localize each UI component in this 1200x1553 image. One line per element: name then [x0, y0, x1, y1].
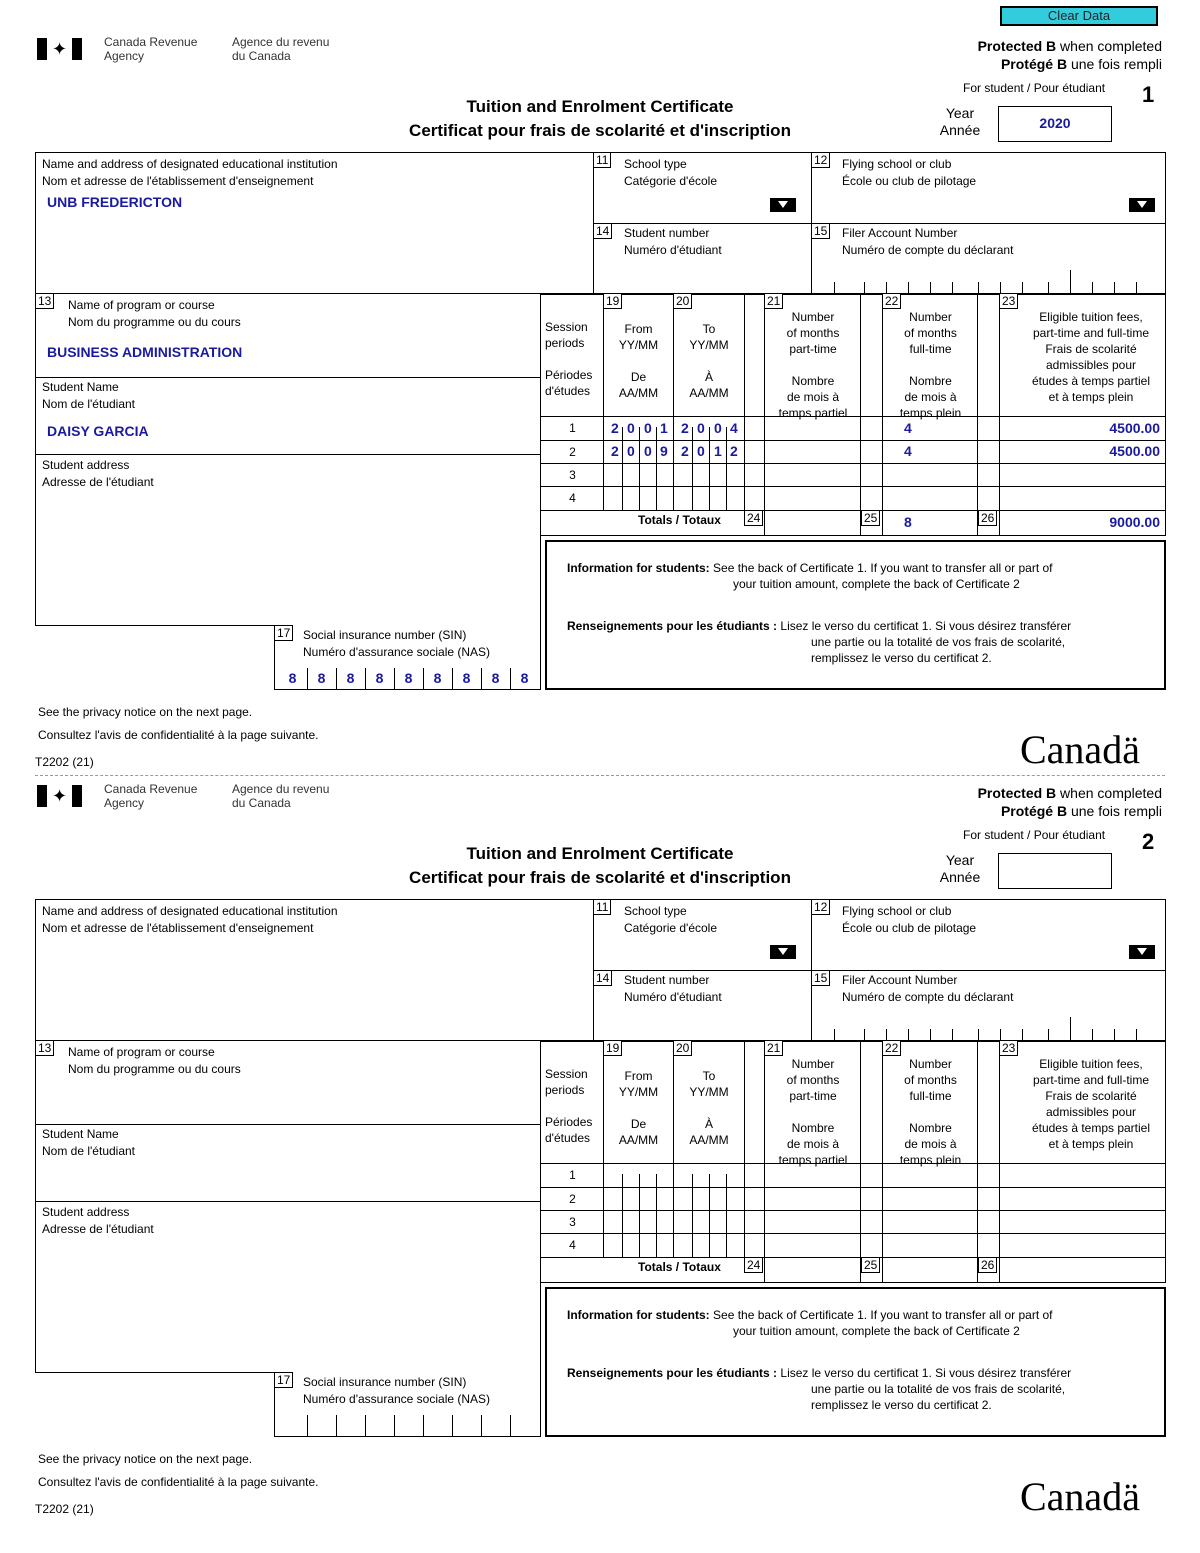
student-name-label: Student Name Nom de l'étudiant: [42, 1127, 136, 1158]
flying-school-dropdown[interactable]: [1129, 945, 1155, 959]
box-23: 23: [1000, 294, 1018, 309]
box-15: 15: [812, 224, 830, 239]
canada-flag-icon: ✦: [37, 38, 82, 60]
privacy-fr: Consultez l'avis de confidentialité à la page suivante.: [38, 1475, 319, 1489]
to-digit: 0: [714, 420, 722, 436]
session-dates-grid[interactable]: [604, 1164, 744, 1257]
filer-account-field[interactable]: [812, 270, 1166, 294]
student-name-label: Student Name Nom de l'étudiant: [42, 380, 136, 411]
sin-label: Social insurance number (SIN) Numéro d'assurance sociale (NAS): [303, 1375, 491, 1406]
flying-school-label: Flying school or club École ou club de pilotage: [842, 904, 977, 935]
box-20: 20: [674, 294, 692, 309]
for-student: For student / Pour étudiant: [963, 81, 1106, 95]
row-number: 2: [569, 445, 576, 459]
box-25: 25: [861, 511, 880, 526]
certificate-number: 2: [1142, 829, 1155, 854]
agency-fr: Agence du revenu du Canada: [232, 35, 330, 63]
total-full-time[interactable]: 8: [904, 514, 912, 530]
agency-en: Canada Revenue Agency: [104, 35, 198, 63]
from-digit: 0: [644, 420, 652, 436]
to-digit: 0: [697, 443, 705, 459]
institution-label: Name and address of designated educational institution Nom et adresse de l'établissement d'enseignement: [42, 157, 338, 188]
program-value[interactable]: BUSINESS ADMINISTRATION: [47, 344, 243, 360]
box-22: 22: [883, 294, 901, 309]
session-dates-grid[interactable]: [604, 417, 744, 510]
box-22: 22: [883, 1041, 901, 1056]
canada-wordmark: Canadä: [1020, 727, 1140, 772]
box-11: 11: [594, 900, 611, 915]
school-type-label: School type Catégorie d'école: [624, 157, 718, 188]
student-name-value[interactable]: DAISY GARCIA: [47, 423, 149, 439]
sin-digit: 8: [288, 670, 297, 686]
title-en: Tuition and Enrolment Certificate: [466, 97, 734, 116]
to-digit: 1: [714, 443, 722, 459]
from-digit: 2: [611, 420, 619, 436]
canada-flag-icon: ✦: [37, 785, 82, 807]
session-periods-label: Session periods Périodes d'études: [545, 320, 593, 398]
box-26: 26: [978, 511, 997, 526]
full-time-months[interactable]: 4: [904, 443, 912, 459]
sin-digit: 8: [520, 670, 529, 686]
title-en: Tuition and Enrolment Certificate: [466, 844, 734, 863]
certificate-2: [0, 747, 1200, 1523]
part-time-label: Number of months part-time Nombre de mois à temps partiel: [778, 310, 848, 420]
tuition-fees-label: Eligible tuition fees, part-time and full-time Frais de scolarité admissibles pour études à temps partiel et à temps plein: [1031, 1057, 1151, 1151]
full-time-label: Number of months full-time Nombre de mois à temps plein: [899, 310, 962, 420]
totals-label: Totals / Totaux: [638, 1260, 721, 1274]
program-label: Name of program or course Nom du programme ou du cours: [68, 1045, 241, 1076]
box-12: 12: [812, 153, 830, 168]
to-label: To YY/MM À AA/MM: [689, 1069, 729, 1147]
box-21: 21: [765, 294, 783, 309]
year-label: Year Année: [939, 852, 981, 885]
canada-wordmark: Canadä: [1020, 1474, 1140, 1519]
sin-digit: 8: [491, 670, 500, 686]
flying-school-label: Flying school or club École ou club de pilotage: [842, 157, 977, 188]
student-address-label: Student address Adresse de l'étudiant: [42, 1205, 154, 1236]
title-fr: Certificat pour frais de scolarité et d'inscription: [409, 868, 791, 887]
tuition-fees[interactable]: 4500.00: [1109, 443, 1160, 459]
from-label: From YY/MM De AA/MM: [618, 322, 659, 400]
filer-account-label: Filer Account Number Numéro de compte du déclarant: [842, 226, 1014, 257]
to-digit: 2: [681, 420, 689, 436]
for-student: For student / Pour étudiant: [963, 828, 1106, 842]
box-23: 23: [1000, 1041, 1018, 1056]
filer-account-field[interactable]: [812, 1017, 1166, 1041]
session-periods-label: Session periods Périodes d'études: [545, 1067, 593, 1145]
tuition-fees[interactable]: 4500.00: [1109, 420, 1160, 436]
full-time-label: Number of months full-time Nombre de mois à temps plein: [899, 1057, 962, 1167]
info-en: Information for students: See the back of Certificate 1. If you want to transfer all or part of your tuition amount, complete the back of Certificate 2: [567, 1308, 1053, 1338]
from-digit: 1: [660, 420, 668, 436]
to-digit: 2: [730, 443, 738, 459]
to-label: To YY/MM À AA/MM: [689, 322, 729, 400]
from-digit: 9: [660, 443, 668, 459]
title-fr: Certificat pour frais de scolarité et d'inscription: [409, 121, 791, 140]
from-digit: 0: [644, 443, 652, 459]
box-26: 26: [978, 1258, 997, 1273]
student-number-label: Student number Numéro d'étudiant: [624, 973, 722, 1004]
sin-digit: 8: [317, 670, 326, 686]
from-label: From YY/MM De AA/MM: [618, 1069, 659, 1147]
form-code: T2202 (21): [35, 755, 94, 769]
sin-digit: 8: [375, 670, 384, 686]
row-number: 3: [569, 468, 576, 482]
school-type-dropdown[interactable]: [770, 945, 796, 959]
filer-account-label: Filer Account Number Numéro de compte du déclarant: [842, 973, 1014, 1004]
year-field[interactable]: [998, 853, 1112, 889]
total-fees[interactable]: 9000.00: [1109, 514, 1160, 530]
protected-notice: Protected B when completed Protégé B une fois rempli: [977, 785, 1162, 819]
school-type-label: School type Catégorie d'école: [624, 904, 718, 935]
from-digit: 0: [627, 420, 635, 436]
box-24: 24: [744, 511, 763, 526]
privacy-fr: Consultez l'avis de confidentialité à la page suivante.: [38, 728, 319, 742]
row-number: 4: [569, 491, 576, 505]
row-number: 2: [569, 1192, 576, 1206]
institution-label: Name and address of designated educational institution Nom et adresse de l'établissement d'enseignement: [42, 904, 338, 935]
program-label: Name of program or course Nom du programme ou du cours: [68, 298, 241, 329]
sin-digit: 8: [404, 670, 413, 686]
sin-field[interactable]: [278, 1411, 540, 1436]
info-fr: Renseignements pour les étudiants : Lisez le verso du certificat 1. Si vous désirez transférer une partie ou la totalité de vos frais de scolarité, remplissez le verso du certificat 2.: [567, 619, 1072, 665]
sin-field[interactable]: [278, 664, 540, 689]
from-digit: 2: [611, 443, 619, 459]
part-time-label: Number of months part-time Nombre de mois à temps partiel: [778, 1057, 848, 1167]
info-fr: Renseignements pour les étudiants : Lisez le verso du certificat 1. Si vous désirez transférer une partie ou la totalité de vos frais de scolarité, remplissez le verso du certificat 2.: [567, 1366, 1072, 1412]
flying-school-dropdown[interactable]: [1129, 198, 1155, 212]
certificate-1: [0, 0, 1200, 776]
agency-fr: Agence du revenu du Canada: [232, 782, 330, 810]
privacy-en: See the privacy notice on the next page.: [38, 1452, 253, 1466]
sin-digit: 8: [462, 670, 471, 686]
student-number-label: Student number Numéro d'étudiant: [624, 226, 722, 257]
to-digit: 4: [730, 420, 738, 436]
sin-digit: 8: [346, 670, 355, 686]
institution-value[interactable]: UNB FREDERICTON: [47, 194, 183, 210]
privacy-en: See the privacy notice on the next page.: [38, 705, 253, 719]
box-13: 13: [36, 294, 54, 309]
protected-notice: Protected B when completed Protégé B une fois rempli: [977, 38, 1162, 72]
box-11: 11: [594, 153, 611, 168]
year-field[interactable]: 2020: [998, 106, 1112, 142]
sin-digit: 8: [433, 670, 442, 686]
row-number: 4: [569, 1238, 576, 1252]
box-17: 17: [275, 625, 293, 641]
box-25: 25: [861, 1258, 880, 1273]
sin-label: Social insurance number (SIN) Numéro d'assurance sociale (NAS): [303, 628, 491, 659]
box-21: 21: [765, 1041, 783, 1056]
student-address-label: Student address Adresse de l'étudiant: [42, 458, 154, 489]
box-19: 19: [604, 1041, 622, 1056]
box-20: 20: [674, 1041, 692, 1056]
clear-data-button[interactable]: Clear Data: [1000, 6, 1158, 26]
box-17: 17: [275, 1372, 293, 1388]
totals-label: Totals / Totaux: [638, 513, 721, 527]
box-14: 14: [594, 971, 612, 986]
info-en: Information for students: See the back of Certificate 1. If you want to transfer all or part of your tuition amount, complete the back of Certificate 2: [567, 561, 1053, 591]
to-digit: 2: [681, 443, 689, 459]
box-14: 14: [594, 224, 612, 239]
form-code: T2202 (21): [35, 1502, 94, 1516]
row-number: 3: [569, 1215, 576, 1229]
school-type-dropdown[interactable]: [770, 198, 796, 212]
box-13: 13: [36, 1041, 54, 1056]
box-12: 12: [812, 900, 830, 915]
row-number: 1: [569, 1168, 576, 1182]
box-15: 15: [812, 971, 830, 986]
agency-en: Canada Revenue Agency: [104, 782, 198, 810]
certificate-number: 1: [1142, 82, 1155, 107]
year-label: Year Année: [939, 105, 981, 138]
box-19: 19: [604, 294, 622, 309]
tuition-fees-label: Eligible tuition fees, part-time and full-time Frais de scolarité admissibles pour études à temps partiel et à temps plein: [1031, 310, 1151, 404]
box-24: 24: [744, 1258, 763, 1273]
row-number: 1: [569, 421, 576, 435]
full-time-months[interactable]: 4: [904, 420, 912, 436]
to-digit: 0: [697, 420, 705, 436]
from-digit: 0: [627, 443, 635, 459]
